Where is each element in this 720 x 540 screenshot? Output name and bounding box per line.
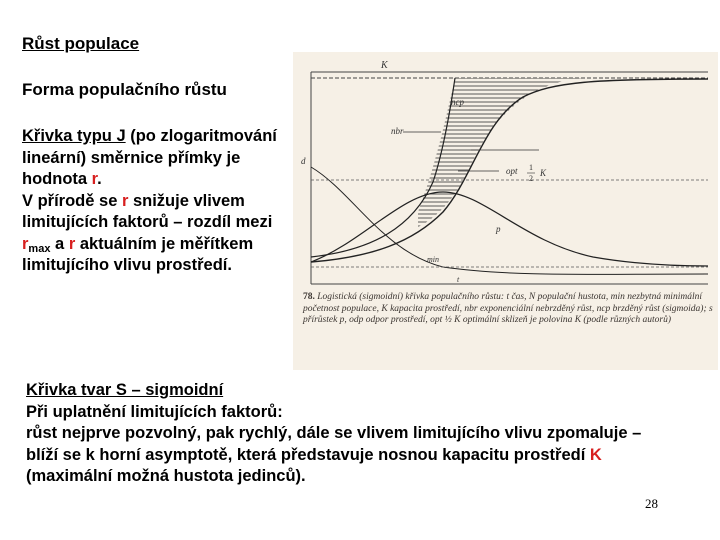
r-symbol: r	[91, 170, 98, 188]
label-opt: opt	[506, 166, 518, 176]
hatched-region	[418, 78, 583, 227]
label-k: K	[381, 60, 388, 71]
r-symbol: r	[121, 191, 129, 210]
r-symbol: r	[68, 234, 76, 253]
label-ncp: ncp	[451, 97, 464, 107]
label-d: d	[301, 156, 306, 166]
limiting-text-b: snižuje vlivem limitujících faktorů – rozdíl mezi	[22, 191, 273, 231]
limiting-text-c: a	[50, 234, 69, 253]
r-max-symbol: r	[22, 234, 29, 253]
label-min: min	[427, 255, 439, 264]
s-curve-description	[26, 380, 666, 488]
limiting-text-d: aktuálním je měřítkem limitujícího vlivu prostředí.	[22, 234, 254, 274]
slide-subtitle: Forma populačního růstu	[22, 80, 227, 99]
limiting-text-a: V přírodě se	[22, 191, 122, 210]
j-curve-description	[22, 126, 292, 277]
caption-text: Logistická (sigmoidní) křivka populačního růstu: t čas, N populační hustota, min nezbytná minimální početnost populace, K kapacita prostředí, nbr exponenciální nebrzděný růst, ncp brzděný růst (sigmoida); s přírůstek p, odp odpor prostředí, opt ½ K optimální sklizeň je polovina K (podle různých autorů)	[303, 292, 713, 325]
s-curve-heading: Křivka tvar S – sigmoidní	[26, 381, 224, 399]
logistic-curve-figure	[293, 52, 718, 370]
s-curve-line2: růst nejprve pozvolný, pak rychlý, dále se vlivem limitujícího vlivu zpomaluje – blíží se k horní asymptotě, která představuje nosnou kapacitu prostředí	[26, 424, 642, 464]
caption-number: 78.	[303, 292, 315, 302]
production-curve	[311, 192, 708, 266]
label-t: t	[457, 275, 460, 284]
s-curve-line1: Při uplatnění limitujících faktorů:	[26, 402, 283, 421]
page-number: 28	[645, 496, 658, 511]
j-curve-heading: Křivka typu J	[22, 127, 126, 145]
label-p: p	[496, 224, 501, 234]
figure-caption	[303, 292, 713, 327]
j-curve-text: (po zlogaritmování lineární) směrnice přímky je hodnota	[22, 127, 277, 188]
label-nbr: nbr	[391, 126, 404, 136]
label-half-den: 2	[529, 174, 533, 183]
period: .	[97, 170, 102, 188]
k-symbol: K	[589, 445, 602, 464]
label-half-num: 1	[529, 163, 533, 172]
slide-title: Růst populace	[22, 34, 140, 53]
label-half-k: K	[540, 168, 547, 178]
r-max-subscript: max	[28, 242, 51, 255]
s-curve-line3: (maximální možná hustota jedinců).	[26, 467, 306, 485]
